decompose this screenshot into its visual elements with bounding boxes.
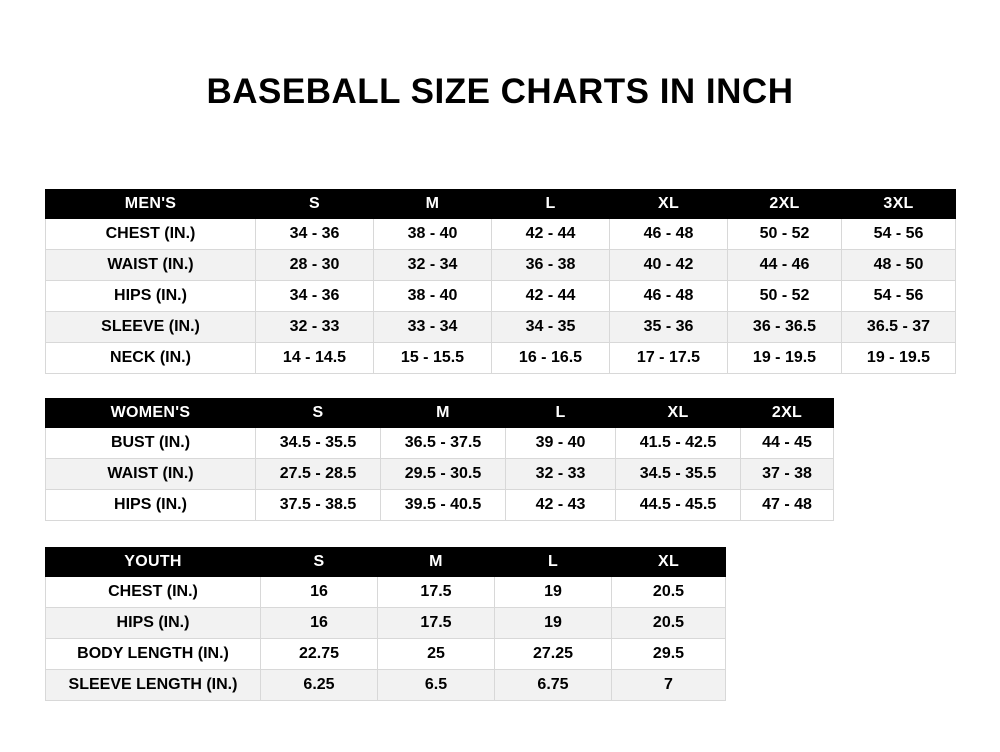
womens-chart-header [46,399,834,428]
table-cell: 20.5 [612,577,726,608]
table-cell: 38 - 40 [374,219,492,250]
table-cell: 17.5 [378,608,495,639]
table-cell: 14 - 14.5 [256,343,374,374]
table-cell: 42 - 44 [492,219,610,250]
column-header: 2XL [728,190,842,219]
table-cell: 6.5 [378,670,495,701]
mens-chart-header [46,190,956,219]
table-row [46,428,834,459]
table-cell: 29.5 [612,639,726,670]
table-row [46,490,834,521]
row-label: SLEEVE LENGTH (IN.) [46,670,261,701]
table-row [46,281,956,312]
table-cell: 19 [495,577,612,608]
table-row [46,670,726,701]
table-cell: 28 - 30 [256,250,374,281]
table-row [46,608,726,639]
table-cell: 34 - 36 [256,281,374,312]
table-cell: 17 - 17.5 [610,343,728,374]
table-header-row [46,548,726,577]
table-cell: 54 - 56 [842,281,956,312]
row-label: BODY LENGTH (IN.) [46,639,261,670]
row-label: HIPS (IN.) [46,490,256,521]
table-cell: 25 [378,639,495,670]
table-row [46,343,956,374]
column-header: XL [612,548,726,577]
youth-chart-header [46,548,726,577]
table-cell: 37.5 - 38.5 [256,490,381,521]
page-title: BASEBALL SIZE CHARTS IN INCH [206,72,794,111]
column-header: M [374,190,492,219]
row-label: HIPS (IN.) [46,608,261,639]
row-label: CHEST (IN.) [46,219,256,250]
column-header: L [492,190,610,219]
table-row [46,639,726,670]
table-cell: 17.5 [378,577,495,608]
column-header: XL [616,399,741,428]
table-header-row [46,399,834,428]
table-cell: 7 [612,670,726,701]
column-header: L [495,548,612,577]
table-cell: 50 - 52 [728,219,842,250]
table-cell: 39.5 - 40.5 [381,490,506,521]
table-cell: 19 - 19.5 [728,343,842,374]
table-row [46,219,956,250]
table-cell: 6.25 [261,670,378,701]
table-cell: 19 - 19.5 [842,343,956,374]
mens-size-chart [45,189,956,374]
table-cell: 16 [261,577,378,608]
table-cell: 39 - 40 [506,428,616,459]
row-label: BUST (IN.) [46,428,256,459]
table-cell: 34 - 36 [256,219,374,250]
table-cell: 46 - 48 [610,281,728,312]
table-cell: 42 - 44 [492,281,610,312]
table-cell: 44.5 - 45.5 [616,490,741,521]
column-header: S [256,190,374,219]
column-header: 2XL [741,399,834,428]
row-label: HIPS (IN.) [46,281,256,312]
column-header: XL [610,190,728,219]
table-cell: 33 - 34 [374,312,492,343]
table-cell: 29.5 - 30.5 [381,459,506,490]
table-cell: 35 - 36 [610,312,728,343]
mens-chart-body [46,219,956,374]
table-cell: 34.5 - 35.5 [256,428,381,459]
table-cell: 34 - 35 [492,312,610,343]
table-cell: 38 - 40 [374,281,492,312]
table-row [46,577,726,608]
table-cell: 32 - 33 [256,312,374,343]
row-label: CHEST (IN.) [46,577,261,608]
column-header: S [261,548,378,577]
table-cell: 44 - 46 [728,250,842,281]
youth-size-chart [45,547,726,701]
table-cell: 48 - 50 [842,250,956,281]
row-label: SLEEVE (IN.) [46,312,256,343]
column-header: M [378,548,495,577]
column-header: S [256,399,381,428]
table-cell: 42 - 43 [506,490,616,521]
column-header: M [381,399,506,428]
table-cell: 36.5 - 37.5 [381,428,506,459]
table-cell: 54 - 56 [842,219,956,250]
table-cell: 15 - 15.5 [374,343,492,374]
row-label: WAIST (IN.) [46,459,256,490]
row-label: WAIST (IN.) [46,250,256,281]
table-cell: 36 - 38 [492,250,610,281]
table-cell: 46 - 48 [610,219,728,250]
table-cell: 50 - 52 [728,281,842,312]
table-cell: 44 - 45 [741,428,834,459]
table-cell: 41.5 - 42.5 [616,428,741,459]
table-cell: 40 - 42 [610,250,728,281]
table-cell: 27.5 - 28.5 [256,459,381,490]
column-header: MEN'S [46,190,256,219]
table-cell: 20.5 [612,608,726,639]
table-cell: 16 [261,608,378,639]
table-cell: 36.5 - 37 [842,312,956,343]
table-cell: 36 - 36.5 [728,312,842,343]
table-cell: 34.5 - 35.5 [616,459,741,490]
table-cell: 37 - 38 [741,459,834,490]
row-label: NECK (IN.) [46,343,256,374]
table-cell: 32 - 34 [374,250,492,281]
table-cell: 32 - 33 [506,459,616,490]
youth-chart-body [46,577,726,701]
column-header: YOUTH [46,548,261,577]
column-header: WOMEN'S [46,399,256,428]
womens-size-chart [45,398,834,521]
column-header: L [506,399,616,428]
table-cell: 22.75 [261,639,378,670]
table-cell: 16 - 16.5 [492,343,610,374]
table-cell: 6.75 [495,670,612,701]
table-row [46,459,834,490]
womens-chart-body [46,428,834,521]
table-row [46,312,956,343]
table-cell: 47 - 48 [741,490,834,521]
table-cell: 27.25 [495,639,612,670]
table-row [46,250,956,281]
table-header-row [46,190,956,219]
table-cell: 19 [495,608,612,639]
column-header: 3XL [842,190,956,219]
